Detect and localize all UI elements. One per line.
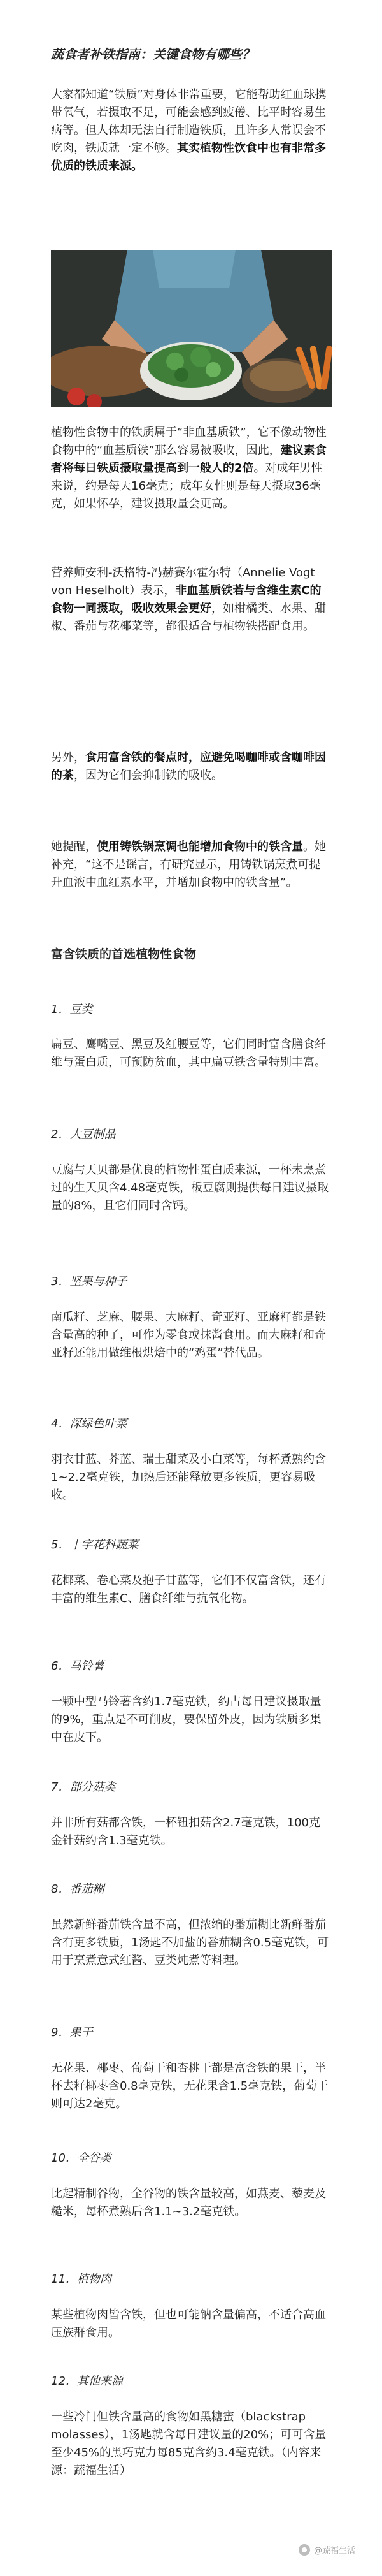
item-body: 南瓜籽、芝麻、腰果、大麻籽、奇亚籽、亚麻籽都是铁含量高的种子，可作为零食或抹酱食用。而大麻籽和奇亚籽还能用做维根烘焙中的“鸡蛋”替代品。 xyxy=(51,1311,326,1360)
intro-paragraph-3 xyxy=(51,564,331,636)
intro-4-text-b: ，因为它们会抑制铁的吸收。 xyxy=(74,769,223,782)
weibo-logo-icon xyxy=(299,2544,310,2556)
item-body: 比起精制谷物，全谷物的铁含量较高，如燕麦、藜麦及糙米，每杯煮熟后含1.1~3.2毫克铁。 xyxy=(51,2187,326,2218)
item-body: 扁豆、鹰嘴豆、黑豆及红腰豆等，它们同时富含膳食纤维与蛋白质，可预防贫血，其中扁豆铁含量特别丰富。 xyxy=(51,1038,326,1069)
item-title: 1．豆类 xyxy=(51,1003,93,1016)
intro-5-text-a: 她提醒， xyxy=(51,840,97,854)
item-body: 豆腐与天贝都是优良的植物性蛋白质来源，一杯未烹煮过的生天贝含4.48毫克铁，板豆腐则提供每日建议摄取量的8%，且它们同时含钙。 xyxy=(51,1163,329,1212)
intro-2-text-a: 植物性食物中的铁质属于“非血基质铁”，它不像动物性食物中的“血基质铁”那么容易被吸收，因此， xyxy=(51,426,327,457)
item-body: 一颗中型马铃薯含约1.7毫克铁，约占每日建议摄取量的9%，重点是不可削皮，要保留外皮，因为铁质多集中在皮下。 xyxy=(51,1695,322,1744)
intro-1-bold: 其实植物性饮食中也有非常多优质的铁质来源。 xyxy=(51,142,326,173)
intro-paragraph-2 xyxy=(51,424,331,513)
intro-2-bold: 建议素食者将每日铁质摄取量提高到一般人的2倍 xyxy=(51,444,327,475)
hero-photo xyxy=(51,250,332,407)
intro-3-text-b: ，如柑橘类、水果、甜椒、番茄与花椰菜等，都很适合与植物铁搭配食用。 xyxy=(51,602,326,633)
item-title: 7．部分菇类 xyxy=(51,1780,116,1794)
watermark xyxy=(299,2543,355,2556)
item-title: 4．深绿色叶菜 xyxy=(51,1417,127,1430)
item-body: 某些植物肉皆含铁，但也可能钠含量偏高，不适合高血压族群食用。 xyxy=(51,2308,326,2340)
intro-1-text: 大家都知道“铁质”对身体非常重要，它能帮助红血球携带氧气，若摄取不足，可能会感到疲倦、比平时容易生病等。但人体却无法自行制造铁质，且许多人常误会不吃肉，铁质就一定不够。 xyxy=(51,88,327,155)
item-body: 羽衣甘蓝、芥蓝、瑞士甜菜及小白菜等，每杯煮熟约含1~2.2毫克铁，加热后还能释放更多铁质，更容易吸收。 xyxy=(51,1453,326,1502)
item-title: 3．坚果与种子 xyxy=(51,1275,127,1288)
item-body: 无花果、椰枣、葡萄干和杏桃干都是富含铁的果干，半杯去籽椰枣含0.8毫克铁，无花果含1.5毫克铁，葡萄干则可达2毫克。 xyxy=(51,2062,329,2111)
item-title: 2．大豆制品 xyxy=(51,1128,116,1141)
intro-4-text-a: 另外， xyxy=(51,751,85,764)
intro-3-text-a: 营养师安利-沃格特-冯赫赛尔霍尔特（Annelie Vogt von Heselholt）表示， xyxy=(51,566,315,597)
section-title: 富含铁质的首选植物性食物 xyxy=(51,947,197,961)
item-title: 9．果干 xyxy=(51,2026,93,2039)
item-title: 11．植物肉 xyxy=(51,2273,111,2286)
intro-4-bold: 食用富含铁的餐点时，应避免喝咖啡或含咖啡因的茶 xyxy=(51,751,326,782)
item-title: 5．十字花科蔬菜 xyxy=(51,1538,139,1552)
item-title: 12．其他来源 xyxy=(51,2375,123,2388)
watermark-text: @蔬福生活 xyxy=(313,2546,355,2556)
item-title: 6．马铃薯 xyxy=(51,1659,104,1673)
item-title: 8．番茄糊 xyxy=(51,1882,104,1896)
intro-paragraph-5 xyxy=(51,838,331,892)
intro-paragraph-1 xyxy=(51,86,331,175)
article-title: 蔬食者补铁指南：关键食物有哪些？ xyxy=(51,47,255,62)
intro-2-text-b: 。对成年男性来说，约是每天16毫克；成年女性则是每天摄取36毫克，如果怀孕，建议摄取量会更高。 xyxy=(51,462,323,511)
intro-paragraph-4 xyxy=(51,749,331,785)
item-body: 花椰菜、卷心菜及抱子甘蓝等，它们不仅富含铁，还有丰富的维生素C、膳食纤维与抗氧化物。 xyxy=(51,1574,326,1605)
item-body: 虽然新鲜番茄铁含量不高，但浓缩的番茄糊比新鲜番茄含有更多铁质，1汤匙不加盐的番茄糊含0.5毫克铁，可用于烹煮意式红酱、豆类炖煮等料理。 xyxy=(51,1918,329,1967)
intro-3-bold: 非血基质铁若与含维生素C的食物一同摄取，吸收效果会更好 xyxy=(51,584,322,615)
item-body: 一些冷门但铁含量高的食物如黑糖蜜（blackstrap molasses），1汤匙就含每日建议量的20%；可可含量至少45%的黑巧克力每85克含约3.4毫克铁。（内容来源：蔬福生活） xyxy=(51,2410,327,2477)
intro-5-text-b: 。她补充，“这不是谣言，有研究显示，用铸铁锅烹煮可提升血液中血红素水平，并增加食物中的铁含量”。 xyxy=(51,840,326,889)
item-title: 10．全谷类 xyxy=(51,2151,111,2165)
intro-5-bold: 使用铸铁锅烹调也能增加食物中的铁含量 xyxy=(97,840,303,854)
item-body: 并非所有菇都含铁，一杯钮扣菇含2.7毫克铁，100克金针菇约含1.3毫克铁。 xyxy=(51,1816,320,1847)
